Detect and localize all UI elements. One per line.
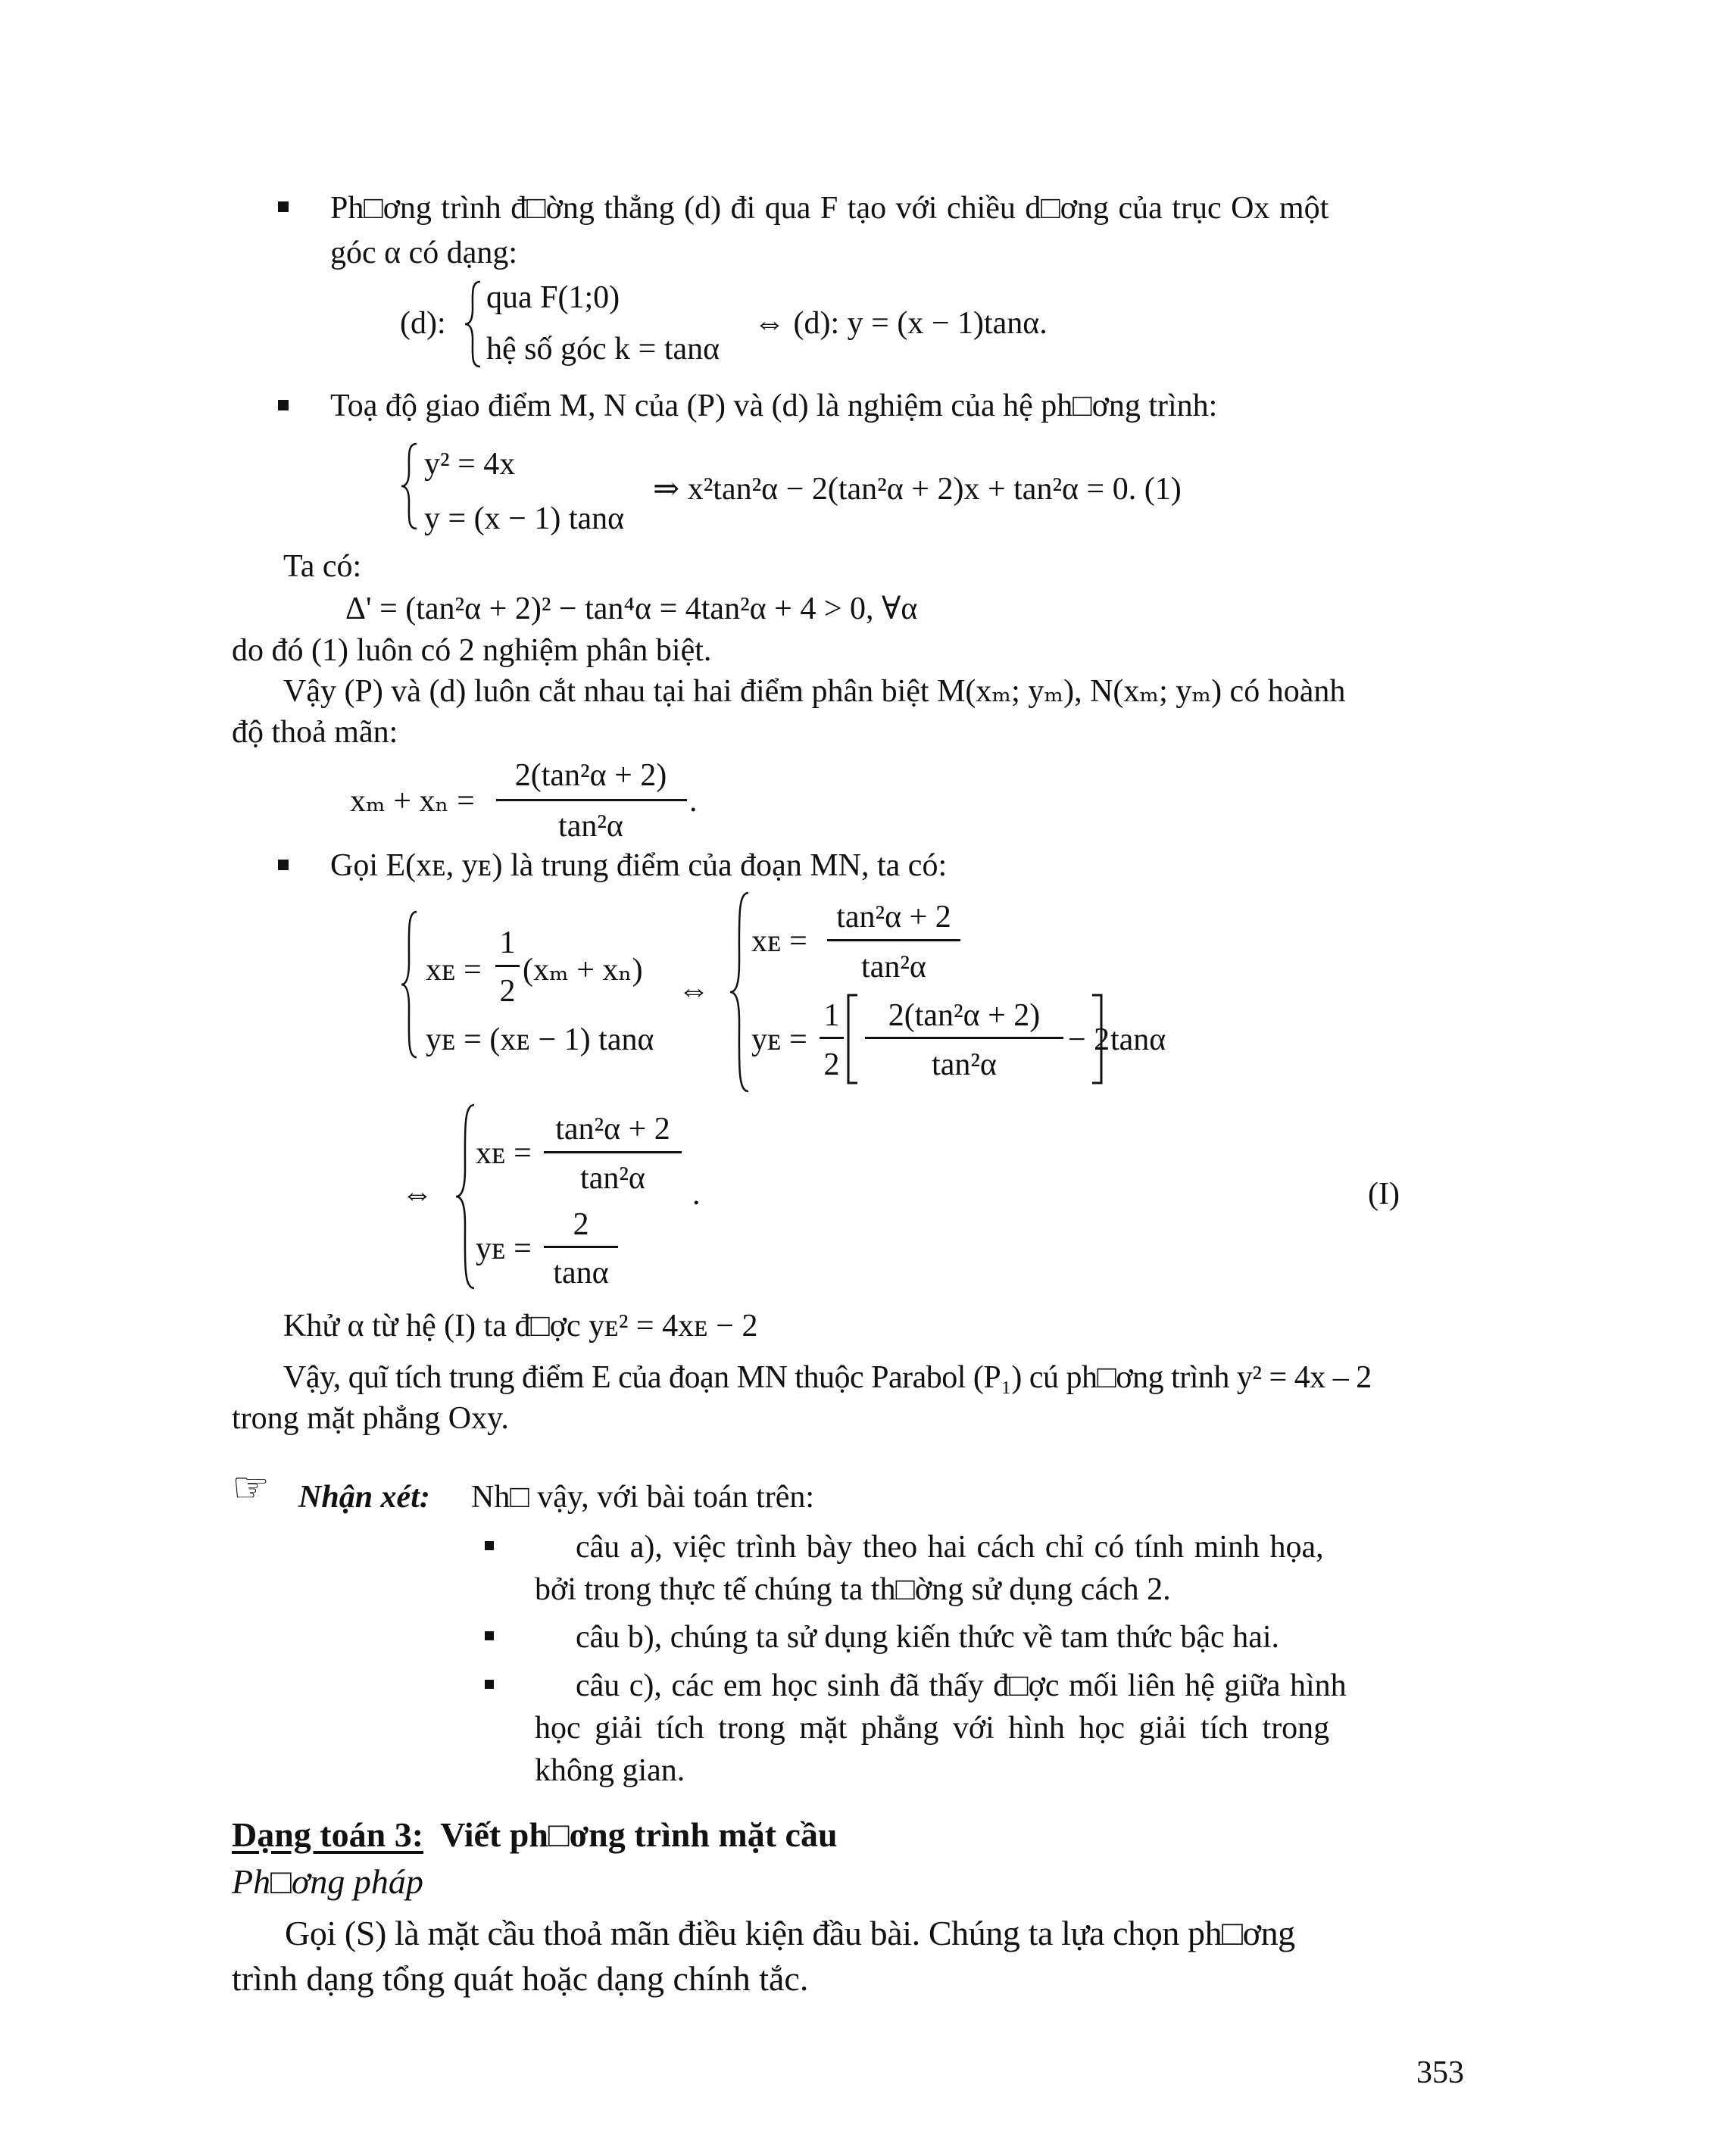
equation-label: (d): [400, 306, 446, 341]
fraction-denominator: tan²α [558, 809, 623, 844]
method-heading: Ph□ơng pháp [232, 1862, 423, 1901]
paragraph-line: do đó (1) luôn có 2 nghiệm phân biệt. [232, 633, 712, 668]
bullet [278, 400, 289, 410]
fraction-bar [865, 1037, 1063, 1039]
period: . [689, 784, 698, 819]
pointing-hand-icon: ☞ [232, 1463, 270, 1511]
left-bracket [845, 994, 859, 1084]
right-bracket [1091, 994, 1104, 1084]
fraction-numerator: 2 [573, 1207, 589, 1242]
note-colon: : [419, 1480, 430, 1515]
paragraph-line: Khử α từ hệ (I) ta đ□ợc yᴇ² = 4xᴇ − 2 [283, 1309, 758, 1343]
equation: Δ' = (tan²α + 2)² − tan⁴α = 4tan²α + 4 > 0, ∀α [345, 591, 918, 626]
left-brace [400, 441, 420, 532]
equivalence-sign: ⇔ [401, 1177, 433, 1212]
period: . [692, 1177, 701, 1212]
fraction-denominator: tanα [553, 1256, 609, 1290]
section-label: Dạng toán 3: [232, 1815, 424, 1854]
fraction-numerator: 2(tan²α + 2) [514, 758, 667, 793]
fraction-denominator: tan²α [861, 950, 926, 985]
bullet [485, 1541, 494, 1550]
note-item-line: câu b), chúng ta sử dụng kiến thức về tam thức bậc hai. [576, 1620, 1280, 1655]
fraction-denominator: tan²α [932, 1047, 997, 1082]
fraction-bar [827, 939, 960, 941]
system-case: hệ số góc k = tanα [486, 332, 720, 367]
equation-result: ⇔ (d): y = (x − 1)tanα. [754, 306, 1048, 341]
equation-rest: − 2 [1068, 1022, 1110, 1057]
page-number: 353 [1416, 2055, 1464, 2090]
fraction-bar [544, 1151, 682, 1153]
fraction-bar [820, 1037, 844, 1039]
fraction-numerator: tan²α + 2 [836, 900, 951, 935]
system-case: y = (x − 1) tanα [424, 501, 625, 536]
paragraph-line: góc α có dạng: [330, 236, 518, 270]
fraction-bar [495, 965, 520, 967]
paragraph-line: Vậy (P) và (d) luôn cắt nhau tại hai điểm phân biệt M(xₘ; yₘ), N(xₘ; yₘ) có hoành [283, 674, 1346, 709]
fraction-denominator: tan²α [580, 1161, 645, 1196]
paragraph-line: trình dạng tổng quát hoặc dạng chính tắc. [232, 1959, 809, 1998]
note-item-line: học giải tích trong mặt phẳng với hình học giải tích trong [535, 1711, 1330, 1746]
fraction-bar [544, 1246, 618, 1248]
paragraph-line: Ta có: [283, 549, 362, 584]
fraction-bar [496, 799, 687, 801]
fraction-numerator: 1 [823, 998, 840, 1033]
equation-result: ⇒ x²tan²α − 2(tan²α + 2)x + tan²α = 0. (1) [653, 472, 1182, 507]
paragraph-line: độ thoả mãn: [232, 715, 398, 750]
equation-rest: (xₘ + xₙ) [523, 953, 643, 988]
note-item-line: câu a), việc trình bày theo hai cách chỉ có tính minh họa, [576, 1530, 1324, 1565]
note-heading [298, 1481, 430, 1513]
note-item-line: câu c), các em học sinh đã thấy đ□ợc mối liên hệ giữa hình [576, 1668, 1347, 1703]
note-title: Nhận xét [298, 1480, 420, 1515]
left-brace [464, 279, 483, 370]
system-case: y² = 4x [424, 447, 516, 482]
section-heading [232, 1815, 838, 1854]
fraction-denominator: 2 [499, 974, 516, 1009]
equation-lhs: xᴇ = [426, 953, 482, 988]
left-brace [729, 890, 751, 1094]
note-intro: Nh□ vậy, với bài toán trên: [471, 1480, 815, 1515]
equation-label: (I) [1368, 1177, 1400, 1212]
bullet [278, 201, 289, 212]
equation-lhs: xᴇ = [476, 1136, 532, 1171]
left-brace [454, 1102, 477, 1291]
equation-lhs: xᴇ = [751, 924, 807, 959]
equation-lhs: xₘ + xₙ = [350, 784, 475, 819]
paragraph-line: Vậy, quĩ tích trung điểm E của đoạn MN thuộc Parabol (P₁) cú ph□ơng trình y² = 4x – 2 [283, 1360, 1372, 1395]
paragraph-line: Ph□ơng trình đ□ờng thẳng (d) đi qua F tạo với chiều d□ơng của trục Ox một [330, 191, 1329, 226]
equation-lhs: yᴇ = [476, 1231, 532, 1266]
section-title: Viết ph□ơng trình mặt cầu [440, 1815, 838, 1854]
left-brace [400, 909, 420, 1060]
system-case: qua F(1;0) [486, 280, 620, 315]
bullet [485, 1680, 494, 1689]
fraction-numerator: 2(tan²α + 2) [888, 998, 1041, 1033]
fraction-numerator: 1 [499, 925, 516, 960]
bullet [485, 1631, 494, 1640]
bullet [278, 860, 289, 870]
fraction-numerator: tan²α + 2 [555, 1112, 670, 1147]
note-item-line: không gian. [535, 1753, 685, 1788]
equation-rest: tanα [1110, 1022, 1166, 1057]
paragraph-line: Gọi E(xᴇ, yᴇ) là trung điểm của đoạn MN, ta có: [330, 848, 948, 883]
paragraph-line: Toạ độ giao điểm M, N của (P) và (d) là nghiệm của hệ ph□ơng trình: [330, 389, 1218, 423]
fraction-denominator: 2 [823, 1047, 840, 1082]
paragraph-line: Gọi (S) là mặt cầu thoả mãn điều kiện đầu bài. Chúng ta lựa chọn ph□ơng [285, 1914, 1295, 1952]
system-case: yᴇ = (xᴇ − 1) tanα [426, 1022, 654, 1057]
equation-lhs: yᴇ = [751, 1022, 807, 1057]
paragraph-line: trong mặt phẳng Oxy. [232, 1401, 509, 1436]
equivalence-sign: ⇔ [678, 973, 710, 1008]
note-item-line: bởi trong thực tế chúng ta th□ờng sử dụng cách 2. [535, 1572, 1171, 1607]
